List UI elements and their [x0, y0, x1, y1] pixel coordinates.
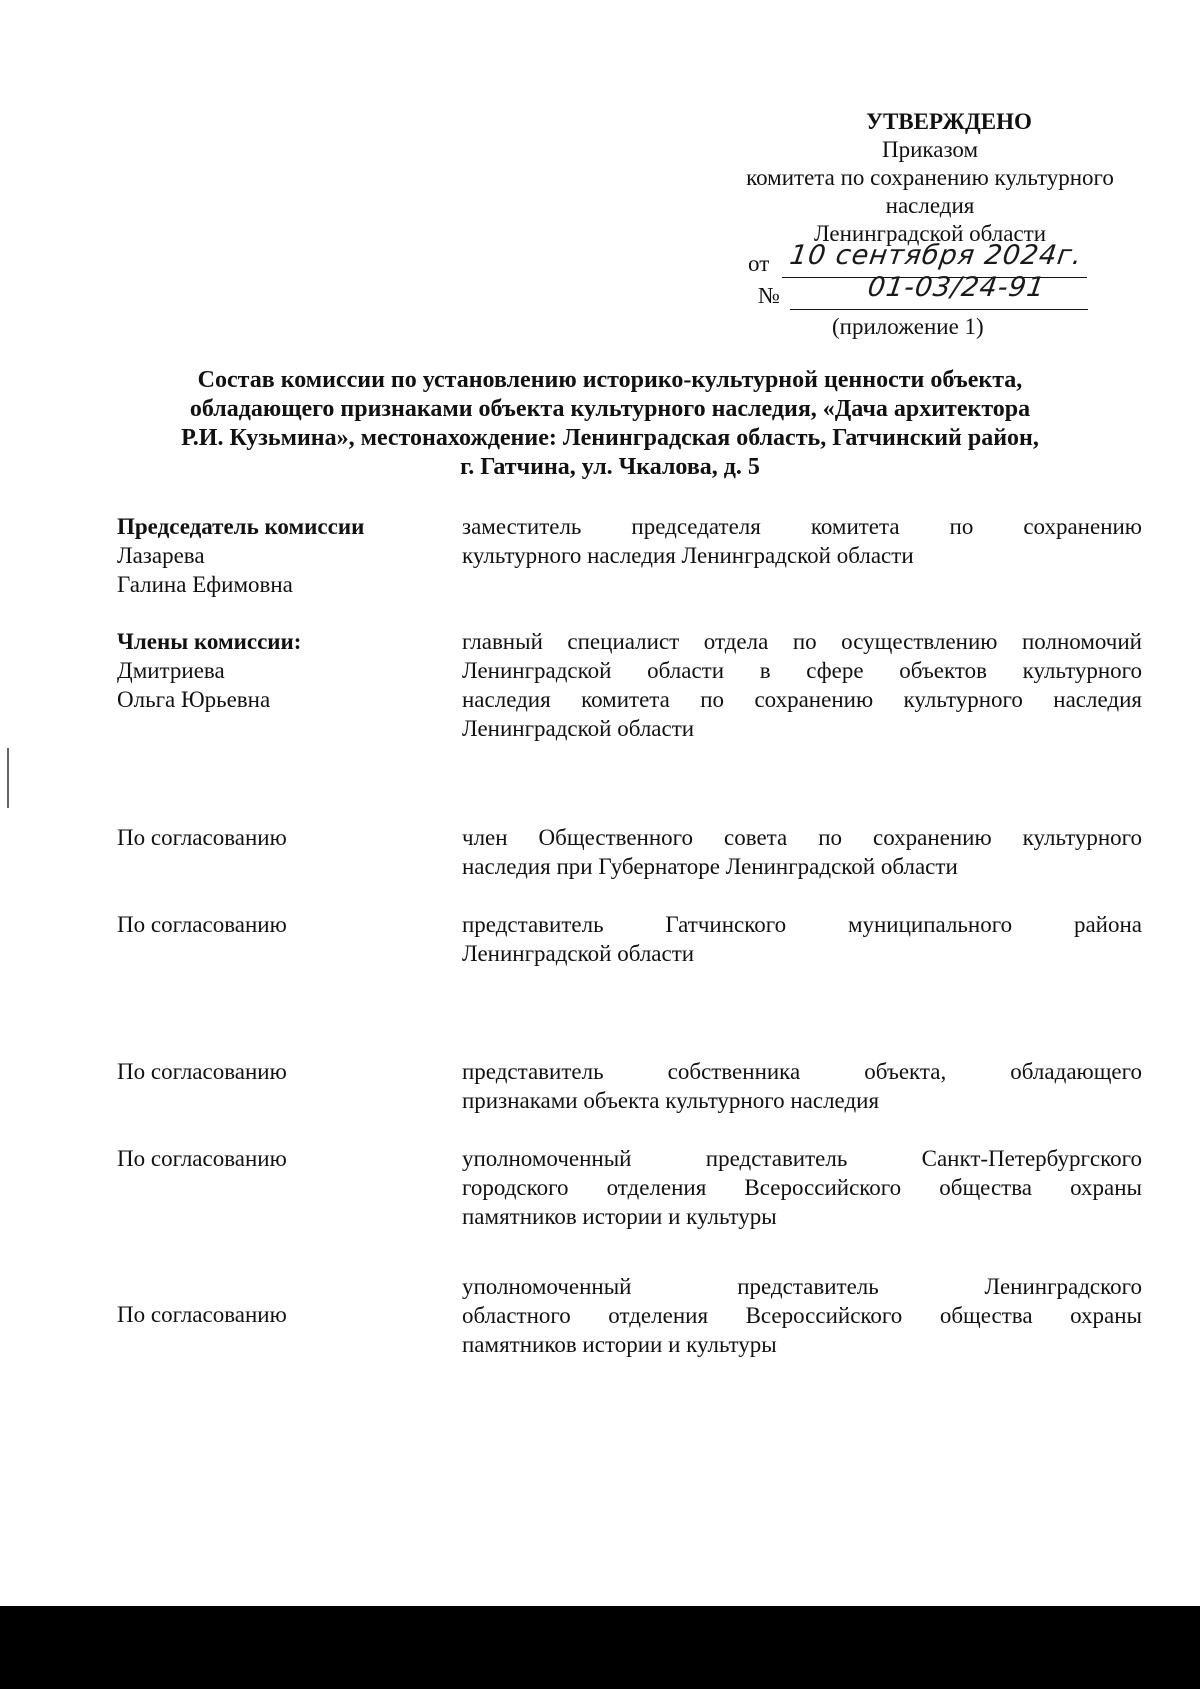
title-line-1: Состав комиссии по установлению историко-культурной ценности объекта, — [197, 367, 1023, 393]
member-surname: Дмитриева — [117, 658, 225, 683]
member-position-line: наследия при Губернаторе Ленинградской области — [462, 854, 958, 879]
member-agreement — [117, 1057, 1142, 1117]
member-position-line: представитель Гатчинского муниципального района — [462, 912, 1142, 937]
member-position-line: член Общественного совета по сохранению культурного — [462, 825, 1142, 850]
member-position-line: признаками объекта культурного наследия — [462, 1088, 880, 1113]
member-position-line: областного отделения Всероссийского общества охраны — [462, 1303, 1142, 1328]
member-position — [462, 910, 1142, 968]
member-position-line: представитель собственника объекта, обладающего — [462, 1059, 1142, 1084]
member-position-line: уполномоченный представитель Санкт-Петербургского — [462, 1146, 1142, 1171]
appendix-label: (приложение 1) — [832, 314, 984, 339]
title-line-2: обладающего признаками объекта культурного наследия, «Дача архитектора — [189, 396, 1031, 422]
title-line-4: г. Гатчина, ул. Чкалова, д. 5 — [460, 454, 760, 480]
member-position-line: культурного наследия Ленинградской области — [462, 543, 914, 568]
member-left-column — [117, 627, 447, 714]
member-role: По согласованию — [117, 912, 287, 937]
member-position-line: Ленинградской области в сфере объектов культурного — [462, 658, 1142, 683]
member-commission — [117, 627, 1142, 747]
approval-line-4: Ленинградской области — [813, 221, 1047, 246]
scan-margin-mark — [7, 748, 9, 808]
member-role: По согласованию — [117, 825, 287, 850]
member-position — [462, 1057, 1142, 1115]
approval-line-3: наследия — [885, 193, 975, 218]
member-left-column — [117, 1300, 447, 1329]
member-position-line: городского отделения Всероссийского общества охраны — [462, 1175, 1142, 1200]
order-number-handwritten: 01-03/24-91 — [865, 272, 1048, 303]
member-left-column — [117, 512, 447, 599]
member-position-line: Ленинградской области — [462, 716, 695, 741]
member-left-column — [117, 823, 447, 852]
scan-bottom-bar — [0, 1606, 1200, 1689]
approval-line-2: комитета по сохранению культурного — [746, 165, 1114, 190]
member-position-line: памятников истории и культуры — [462, 1204, 777, 1229]
approval-line-1: Приказом — [881, 137, 979, 162]
member-role: По согласованию — [117, 1146, 287, 1171]
member-position — [462, 512, 1142, 570]
member-position — [462, 1272, 1142, 1359]
approval-title: УТВЕРЖДЕНО — [866, 109, 1032, 134]
member-agreement — [117, 1272, 1142, 1362]
member-left-column — [117, 1144, 447, 1173]
member-agreement — [117, 823, 1142, 883]
member-role: По согласованию — [117, 1059, 287, 1084]
member-position-line: уполномоченный представитель Ленинградского — [462, 1274, 1142, 1299]
member-position — [462, 627, 1142, 743]
member-given-name: Ольга Юрьевна — [117, 687, 271, 712]
member-chair — [117, 512, 1142, 602]
member-role: Председатель комиссии — [117, 514, 365, 539]
member-left-column — [117, 1057, 447, 1086]
member-agreement — [117, 910, 1142, 970]
member-left-column — [117, 910, 447, 939]
member-surname: Лазарева — [117, 543, 205, 568]
member-position — [462, 1144, 1142, 1231]
member-position-line: главный специалист отдела по осуществлению полномочий — [462, 629, 1142, 654]
member-position — [462, 823, 1142, 881]
order-date-label: от — [748, 251, 770, 276]
member-role: По согласованию — [117, 1302, 287, 1327]
order-number-label: № — [758, 283, 780, 308]
member-given-name: Галина Ефимовна — [117, 572, 293, 597]
order-date-handwritten: 10 сентября 2024г. — [787, 240, 1085, 271]
member-position-line: памятников истории и культуры — [462, 1332, 777, 1357]
document-title — [120, 366, 1100, 482]
member-role: Члены комиссии: — [117, 629, 302, 654]
member-position-line: Ленинградской области — [462, 941, 695, 966]
member-position-line: наследия комитета по сохранению культурного наследия — [462, 687, 1142, 712]
approval-block — [690, 108, 1170, 248]
member-agreement — [117, 1144, 1142, 1234]
title-line-3: Р.И. Кузьмина», местонахождение: Ленинградская область, Гатчинский район, — [181, 425, 1039, 451]
member-position-line: заместитель председателя комитета по сохранению — [462, 514, 1142, 539]
